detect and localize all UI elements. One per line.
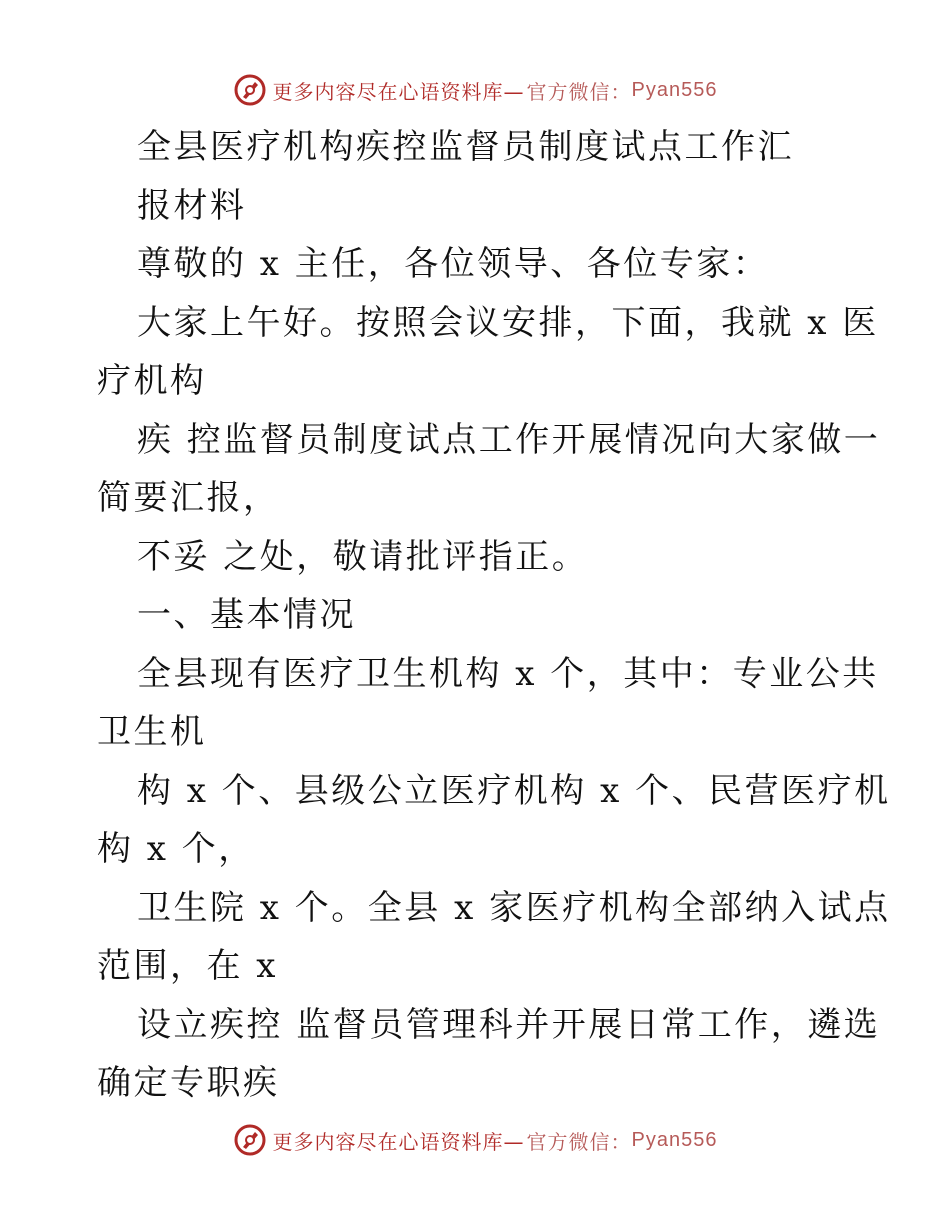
paragraph-line: 范围，在 x: [97, 946, 278, 986]
title-line-1: 全县医疗机构疾控监督员制度试点工作汇: [137, 127, 794, 167]
watermark-wechat-label: 官方微信：: [526, 1129, 632, 1154]
paragraph-line: 构 x 个、县级公立医疗机构 x 个、民营医疗机: [137, 770, 891, 811]
watermark-text-group: [273, 76, 718, 105]
paragraph-line: 不妥 之处，敬请批评指正。: [137, 536, 589, 577]
watermark-logo-icon: [233, 1123, 267, 1157]
paragraph-line: 卫生机: [97, 712, 207, 752]
watermark-text-group: [273, 1126, 718, 1155]
paragraph-line: 简要汇报，: [97, 478, 280, 518]
paragraph-line: 大家上午好。按照会议安排，下面，我就 x 医: [137, 302, 879, 343]
paragraph-line: 构 x 个，: [97, 829, 255, 869]
watermark-logo-icon: [233, 73, 267, 107]
document-body: [97, 118, 891, 1113]
paragraph-line: 卫生院 x 个。全县 x 家医疗机构全部纳入试点: [137, 887, 891, 928]
watermark-banner-bottom: [0, 1118, 950, 1162]
watermark-wechat-id: Pyan556: [631, 78, 718, 101]
paragraph-line: 设立疾控 监督员管理科并开展日常工作，遴选: [137, 1004, 881, 1045]
watermark-wechat-id: Pyan556: [631, 1128, 718, 1151]
watermark-banner-top: [0, 68, 950, 112]
watermark-text: 更多内容尽在心语资料库—: [272, 79, 525, 104]
watermark-wechat-label: 官方微信：: [526, 79, 632, 104]
title-line-2: 报材料: [137, 185, 247, 226]
paragraph-line: 疾 控监督员制度试点工作开展情况向大家做一: [137, 419, 881, 460]
paragraph-line: 尊敬的 x 主任，各位领导、各位专家：: [137, 244, 770, 284]
paragraph-line: 确定专职疾: [97, 1063, 280, 1103]
watermark-text: 更多内容尽在心语资料库—: [272, 1129, 525, 1154]
section-heading: 一、基本情况: [137, 595, 356, 635]
paragraph-line: 疗机构: [97, 361, 207, 401]
paragraph-line: 全县现有医疗卫生机构 x 个，其中：专业公共: [137, 653, 879, 694]
